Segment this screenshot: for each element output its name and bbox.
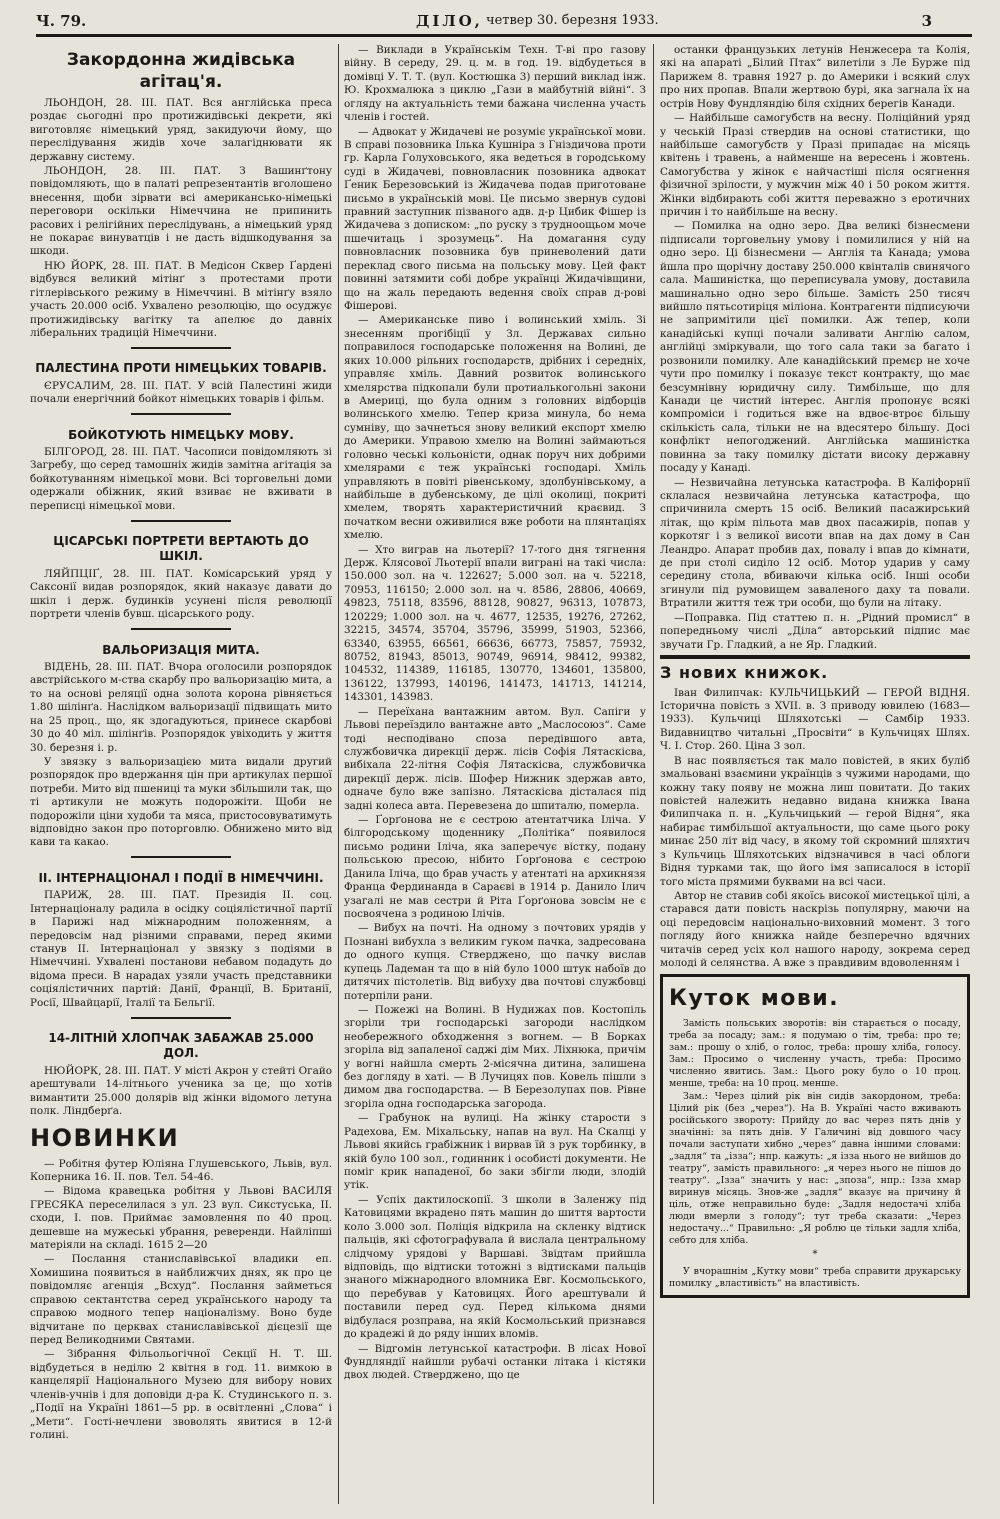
article-paragraph: У звязку з вальоризацією мита видали другий розпорядок про вдержання цін при артикулах першої потреби. Мито від пшениці та муки збільшили так, що ті артикули не можуть подорожіти. Щоби не подорожіли ціни худоби та мяса, пристосовуватимуть відповідно закон про поторговлю. Обниженo мито від кави та какао. xyxy=(30,755,332,849)
news-item: — Виклади в Українськім Техн. Т-ві про газову війну. В середу, 29. ц. м. в год. 19. відбудеться в домівці У. Т. Т. (вул. Костюшка 3) перший виклад інж. Ю. Крохмалюка з циклю „Гази в майбутній війні“. З огляду на актуальність теми бажана численна участь членів і гостей. xyxy=(344,44,646,124)
article-headline: Закордонна жидівська агітац'я. xyxy=(66,50,296,92)
column-2 xyxy=(344,44,646,1514)
news-item: — Незвичайна летунська катастрофа. В Каліфорнії склалася незвичайна летунська катастрофа, що спричинила смерть 15 осіб. Великий пасажирський літак, що крім пільота мав двох пасажирів, попав у коркотяг і з великої висоти впав на дах дому в Сан Леандро. Апарат пробив дах, повалу і впав до кімнати, де при столі сиділо 12 осіб. Мотор ударив у саму середину стола, вбиваючи кілька осіб. Інші особи згинули під румовищем заваленого даху та повали. Втратили життя теж три особи, що були на літаку. xyxy=(660,476,970,610)
article-paragraph: — Робітня футер Юліяна Глушевського, Львів, вул. Коперника 16. II. пов. Тел. 54-46. xyxy=(30,1157,332,1183)
language-note: Замість польських зворотів: він старається о посаду, треба за посаду; зам.: я подумаю о тім, треба: про те; зам.: прошу о хліб, о голос, треба: прошу хліба, голосу. Зам.: Просимо о численну участь, треба: Просимо численно явитись. Зам.: Цього року було о 10 проц. менше, треба: на 10 проц. менше. xyxy=(669,1017,961,1089)
section-heading-books: З нових книжок. xyxy=(660,662,829,682)
column-3 xyxy=(660,44,970,1514)
news-item: — Адвокат у Жидачеві не розуміє української мови. В справі позовника Ілька Кушніра з Гніздичова проти гр. Карла Голуховського, яка ведеться в городському суді в Жидачеві, повновласник позовника адвокат Ґеник Березовський із Жидачева подав приготоване письмо в українській мові. Це письмо звернув судові правний заступник пізваного адв. д-р Цибик Фішер із Жидачева з дописком: „по руску з трудноощьом моче пшечитаць і зрозумець“. На домагання суду повновласник позовника був приневолений дати переклад свого письма на польську мову. Цей факт повинні затямити собі добре українці Жидачівщини, що на жаль передають ведення своїх справ д-рові Фішерові. xyxy=(344,125,646,313)
newspaper-title: ДІЛО, xyxy=(416,12,483,30)
language-note: Зам.: Через цілий рік він сидів закордоном, треба: Цілий рік (без „через“). На В. Україні часто вживають російського звороту: Прийду до вас через пять днів у значінні: за пять днів. У Галичині від довшого часу почали заступати хибно „через“ давна іншими словами: „задля“ та „ізза“; нпр. кажуть: „я ізза нього не вийшов до театру“, замість правильного: „я через нього не пішов до театру“. „Ізза“ значить у нас: „зпоза“, нпр.: Ізза хмар виринув місяць. Знов-же „задля“ вказує на причину й ціль, отже неправильно буде: „Задля недостачі хліба люди вмерли з голоду“; тут треба сказати: „Через недостачу...“ Правильно: „Я роблю це тільки задля хліба, себто для хліба. xyxy=(669,1091,961,1247)
news-item: — Вибух на почті. На одному з почтових урядів у Познані вибухла з великим гуком пачка, задресована до одного купця. Стверджено, що пачку вислав купець Ладеман та що в ній було 1000 штук набоїв до дитячих пістолетів. Від вибуху два почтові службовці потерпіли рани. xyxy=(344,922,646,1002)
section-divider xyxy=(30,1012,332,1025)
article-paragraph: ЛЬОНДОН, 28. III. ПАТ. Вся англійська преса роздає сьогодні про протижидівські декрети, які виготовляє німецький уряд, закидуючи йому, що переслідування жидів хоче залагіднювати як державну систему. xyxy=(30,96,332,163)
news-item: — Пожежі на Волині. В Нудижах пов. Костопіль згоріли три господарські загороди наслідком необережного обходження з вогнем. — В Борках згоріла від запаленої саджі дім Мих. Ліхнюка, причім у вогні найшла смерть 2-місячна дитина, залишена без догляду в хаті. — В Лучицях пов. Ковель пішли з димом два господарства. — В Березолупах пов. Рівне згоріла одна господарська загорода. xyxy=(344,1003,646,1110)
page-label: Ч. 79. xyxy=(36,12,87,30)
language-corner-box xyxy=(660,974,970,1298)
article-headline: ПАЛЕСТИНА ПРОТИ НІМЕЦЬКИХ ТОВАРІВ. xyxy=(35,361,327,376)
article-paragraph: — Послання станиславівської владики еп. Хомишина появиться в найближчих днях, як про це повідомляє агенція „Всхуд“. Послання займеться справою сектантства серед українського народу та справою модного тепер націоналізму. Воно буде відчитане по церквах станиславівської дієцезії ще перед Великодними Святами. xyxy=(30,1253,332,1346)
news-item: — Успіх дактилоскопії. З школи в Заленжу під Катовицями вкрадено пять машин до шиття вартости коло 3.000 зол. Поліція відкрила на скленку відтиск пальців, які сфотографувала й вислала центральному слідчому урядові у Варшаві. Звідтам прийшла відповідь, що відтиски тотожні з відтисками пальців знаного міжнародного вломника Евг. Космольського, що перебував у Катовицях. Його арештували й поставили перед суд. Перед кількома днями відбулася розправа, на якій Космольський признався до крадежі й до ряду інших вломів. xyxy=(344,1193,646,1341)
column-rule xyxy=(653,44,654,1504)
article-paragraph: ЄРУСАЛИМ, 28. III. ПАТ. У всій Палестині жиди почали енергічний бойкот німецьких товарів і фільм. xyxy=(30,379,332,406)
article-headline: 14-ЛІТНІЙ ХЛОПЧАК ЗАБАЖАВ 25.000 ДОЛ. xyxy=(48,1030,314,1061)
news-item: — Ґорґонова не є сестрою атентатчика Іліча. У білгородському щоденнику „Політіка“ появилося письмо родини Іліча, яка заперечує вістку, подану польською пресою, нібито Ґорґонова є сестрою Данила Іліча, що брав участь у атентаті на архикнязя Франца Фердинанда в Сараєві в 1914 р. Данило Ілич узагалі не мав сестри й Ріта Ґорґонова зовсім не є посвоячена з родиною Ілічів. xyxy=(344,814,646,920)
news-item: — Американське пиво і волинський хміль. Зі знесенням прогібіції у Зл. Державах сильно поправилося господарське положення на Волині, де яких 10.000 рільних господарств, дрібних і середніх, управляє хміль. Давний розвиток волинського хмелярства підкопали були протиалькогольні закони в Америці, що була одним з головних відборців волинського хмелю. Тепер криза минула, бо нема сумніву, що зачнеться знову великий експорт хмелю до Америки. Управою хмелю на Волині займаються головно чеські кольоністи, однак поруч них добрими хмелярами є теж українські господарі. Хміль управляють в повіті рівенському, здолбунівському, а найбільше в дубенському, де цілі околиці, покриті хмелем, творять характеристичний краєвид. З початком весни оживилися вже роботи на плянтаціях хмелю. xyxy=(344,314,646,542)
article-paragraph: НЮ ЙОРК, 28. III. ПАТ. В Медісон Сквер Ґардені відбувся великий мітінґ з протестами проти гітлерівського режиму в Німеччині. В мітінґу взяло участь 20.000 осіб. Ухвалено резолюцію, що осуджує протижидівську вагітку та апелює до давніх ліберальних традицій Німеччини. xyxy=(30,259,332,340)
news-item: —Поправка. Під статтею п. н. „Рідний промисл“ в попередньому числі „Діла“ авторський підпис має звучати Гр. Гладкий, а не Яр. Гладкий. xyxy=(660,611,970,651)
section-divider xyxy=(30,624,332,637)
masthead xyxy=(36,12,972,37)
news-item: останки французьких летунів Ненжесера та Колія, які на апараті „Білий Птах“ вилетіли з Ле Бурже під Парижем 8. травня 1927 р. до Америки і всякий слух про них пропав. Впали жертвою бурі, яка загнала їх на острів Нову Фундляндію біля східних берегів Канади. xyxy=(660,44,970,110)
star-divider: * xyxy=(812,1249,818,1261)
section-heading-language: Куток мови. xyxy=(669,986,840,1012)
column-rule xyxy=(338,44,339,1504)
section-divider xyxy=(30,852,332,865)
news-item: — Грабунок на вулиці. На жінку старости з Радехова, Ем. Міхальську, напав на вул. На Скалці у Львові якийсь грабіжник і вирвав їй з рук торбинку, в якій було 100 зол., годинник і особисті документи. Не поміг крик нападеної, бо заки збігли люди, злодій утік. xyxy=(344,1112,646,1192)
page-number: 3 xyxy=(921,12,932,30)
article-headline: БОЙКОТУЮТЬ НІМЕЦЬКУ МОВУ. xyxy=(68,427,294,442)
news-item: — Відгомін летунської катастрофи. В лісах Нової Фундляндії найшли рубачі останки літака і кістяки двох людей. Стверджено, що це xyxy=(344,1342,646,1382)
issue-date: четвер 30. березня 1933. xyxy=(486,13,659,28)
section-heading-novynky: НОВИНКИ xyxy=(30,1123,180,1152)
section-divider xyxy=(30,515,332,528)
book-review-paragraph: Іван Филипчак: КУЛЬЧИЦЬКИЙ — ГЕРОЙ ВІДНЯ. Історична повість з XVII. в. З приводу ювилею (1683—1933). Кульчиці Шляхотські — Самбір 1933. Видавництво читальні „Просвіти“ в Кульчицях Шлях. Ч. І. Стор. 260. Ціна 3 зол. xyxy=(660,686,970,753)
article-paragraph: НЮЙОРК, 28. III. ПАТ. У місті Акрон у стейті Огайо арештували 14-літнього ученика за це, що хотів вимантити 25.000 долярів від жінки відомого летуна полк. Ліндберґа. xyxy=(30,1064,332,1118)
column-1 xyxy=(30,44,332,1514)
article-paragraph: — Відома кравецька робітня у Львові ВАСИЛЯ ГРЕСЯКА переселилася з ул. 23 вул. Сикстуська, ІІ. сходи, І. пов. Приймає замовлення по 40 проц. дешевше на мужеські убрання, реверенди. Найліпші матеріяли на складі. 1615 2—20 xyxy=(30,1185,332,1252)
article-headline: ЦІСАРСЬКІ ПОРТРЕТИ ВЕРТАЮТЬ ДО ШКІЛ. xyxy=(53,534,309,564)
section-divider xyxy=(30,409,332,422)
news-item: — Хто виграв на льотерії? 17-того дня тягнення Держ. Клясової Льотерії впали виграні на такі числа: 150.000 зол. на ч. 122627; 5.000 зол. на ч. 52218, 70953, 116150; 2.000 зол. на ч. 8586, 28806, 40669, 49823, 75118, 83596, 88128, 90827, 96313, 107873, 120229; 1.000 зол. на ч. 4677, 12535, 19276, 27262, 32215, 34574, 35704, 35796, 35999, 51903, 52366, 63340, 63955, 66561, 66636, 66773, 75857, 75932, 80752, 81943, 85013, 90749, 96914, 98412, 99382, 104532, 114389, 116185, 130770, 134601, 135800, 136122, 137993, 140196, 141473, 141713, 141214, 143301, 143983. xyxy=(344,543,646,704)
article-paragraph: ЛЬОНДОН, 28. III. ПАТ. З Вашинґтону повідомляють, що в палаті репрезентантів вголошено внесення, щоби зірвати всі американсько-німецькі переговори оскільки Німеччина не припинить расових і релігійних переслідувань, а німецький уряд не покарає винуватців і не дасть відшкодування за шкоди. xyxy=(30,164,332,258)
article-paragraph: — Зібрання Фільольогічної Секції Н. Т. Ш. відбудеться в неділю 2 квітня в год. 11. вимкою в канцелярії Національного Музею для вибору нових членів-учнів і для доповіди д-ра К. Студинського п. з. „Події на Україні 1861—5 рр. в освітленні „Слова“ і „Мети“. Гості-нечлени звоволять явитися в 12-й голині. xyxy=(30,1348,332,1441)
article-paragraph: ВІДЕНЬ, 28. III. ПАТ. Вчора оголосили розпорядок австрійського м-ства скарбу про вальоризацію мита, а то на основі реляції одна золота корона рівняється 1.80 шілінґа. Наслідком вальоризації підвищать мито на 25 проц., що, як здогадуються, принесе скарбові 30 до 40 міл. шілінґів. Розпорядок увіходить у життя 30. березня і. р. xyxy=(30,660,332,754)
section-divider xyxy=(660,655,970,659)
article-paragraph: ЛЯЙПЦІҐ, 28. III. ПАТ. Комісарський уряд у Саксонії видав розпорядок, який наказує давати до шкіл і держ. будинків усунені після революції портрети членів бувш. цісарського роду. xyxy=(30,567,332,621)
book-review-paragraph: В нас появляється так мало повістей, в яких буліб змальовані взаємини українців з чужими народами, що кожну таку появу не можна лиш повитати. До таких повістей належить недавно видана книжка Івана Филипчака п. н. „Кульчицький — герой Відня“, яка набирає тимбільшої актуальности, що саме цього року минає 250 літ від часу, в якому той скромний шляхтич з Кульчиць Шляхотських відзначився в часі облоги Відня турками так, що його імя записалося в історії того міста прямими буквами на всі часи. xyxy=(660,754,970,888)
article-paragraph: ПАРИЖ, 28. III. ПАТ. Президія II. соц. Інтернаціоналу радила в осідку соціялістичної партії в Парижі над міжнародним положенням, а передовсім над різними справами, перед якими станув II. Інтернаціонал у звязку з подіями в Німеччині. Ухвалені постанови небавом подадуть до відома преси. В нарадах узяли участь представники соціялістичних партій: Данії, Франції, В. Британії, Росії, Швайцарії, Італії та Бельгії. xyxy=(30,889,332,1009)
article-headline: ВАЛЬОРИЗАЦІЯ МИТА. xyxy=(102,642,260,657)
news-item: — Найбільше самогубств на весну. Поліційний уряд у чеській Празі ствердив на основі статистики, що найбільше самогубств у Празі припадає на місяць квітень і травень, а найменше на вересень і жовтень. Самогубства у жінок є найчастіші після осягнення фізичної зрілости, у мужчин між 40 і 50 роком життя. Жінки відбирають собі життя переважно з еротичних причин і то найбільше на весну. xyxy=(660,112,970,219)
language-note: У вчорашнім „Кутку мови“ треба справити друкарську помилку „властивість“ на властивість. xyxy=(669,1266,961,1290)
news-item: — Помилка на одно зеро. Два великі бізнесмени підписали торговельну умову і помилилися у ній на одно зеро. Ці бізнесмени — Англія та Канада; умова йшла про щорічну доставу 250.000 квінталів свинячого сала. Машиністка, що переписувала умову, доставила машинально одно зеро більше. Замість 250 тисяч вийшло пятьсотиріця міліона. Контрагенти підписуючи не запримітили цієї помилки. Аж тепер, коли канадійські купці почали заливати Англію салом, англійці зміркували, що того сала таки за багато і розвонили помилку. Але канадійський премєр не хоче чути про помилку і показує текст контракту, що має безсумнівну юридичну силу. Тимбільше, що для Канади це чистий інтерес. Англія пропонує всякі компроміси і годиться вже на вдвоє-втроє більшу скількість сала, тільки не на вдесятеро більшу. Досі конфлікт непогоджений. Англійська машиністка повинна за таку помилку дістати високу державну посаду у Канаді. xyxy=(660,220,970,475)
news-item: — Переїхана вантажним автом. Вул. Сапіги у Львові переїздило вантажне авто „Маслосоюз“. Саме тоді несподівано споза передівшого авта, службовичка дирекції держ. лісів Софія Лятаскісва, вибіхала 22-літня Софія Лятаскісва, службовичка дирекції держ. лісів. Шофер Нижник здержав авто, одначе було вже запізно. Лятаскісва дісталася під задні колеса авта. Перевезена до шпиталю, померла. xyxy=(344,705,646,812)
article-paragraph: БІЛГОРОД, 28. III. ПАТ. Часописи повідомляють зі Загребу, що серед тамошніх жидів замітна агітація за бойкотуванням німецької мови. Всі торговельні доми одержали обіжник, який взиває не вживати в переписці німецької мови. xyxy=(30,446,332,512)
book-review-paragraph: Автор не ставив собі якоїсь високої мистецької цілі, а старався дати повість наскрізь популярну, маючи на оці передовсім національно-виховний момент. З того погляду його книжка найде безперечно вдячних читачів серед усіх кол нашого народу, зокрема серед молоді й селянства. А вже з правдивим вдоволенням і xyxy=(660,889,970,970)
article-headline: II. ІНТЕРНАЦІОНАЛ І ПОДІЇ В НІМЕЧЧИНІ. xyxy=(38,870,324,885)
section-divider xyxy=(30,342,332,355)
